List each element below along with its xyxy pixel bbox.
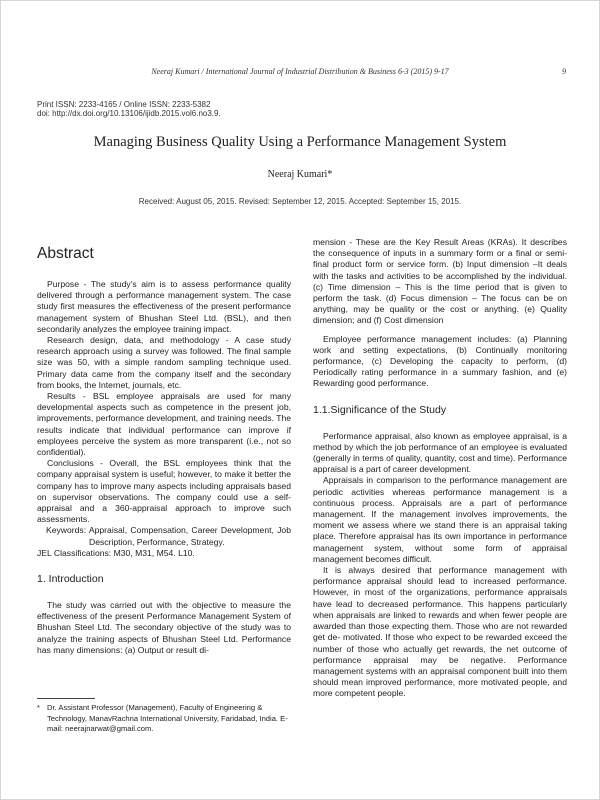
abstract-heading: Abstract (37, 245, 94, 262)
author-footnote (37, 703, 299, 735)
desired-performance-paragraph: It is always desired that performance management with performance appraisal should lead to increased performance. However, in most of the organizations, performance appraisals have lead to decreased performance. This happens particularly when appraisals are linked to rewards and when fewer people are awarded than those expecting them. Those who are not rewarded get de- motivated. If those who expect to be rewarded exceed the number of those who actually get rewards, the net outcome of performance appraisal may be negative. Performance management systems with an appraisal component built into them should mean improved performance, more motivated people, and more competent people. (313, 565, 567, 699)
introduction-heading: 1. Introduction (37, 573, 104, 586)
doi-line[interactable]: doi: http://dx.doi.org/10.13106/ijidb.2015.vol6.no3.9. (37, 109, 221, 118)
results-label: Results (47, 391, 76, 402)
comparison-paragraph: Appraisals in comparison to the performance management are periodic activities whereas performance management is a continuous process. Appraisals are a part of performance management. If the management involves improvements, the moment we assess where we stand there is an appraisal taking place. Therefore appraisal has its own importance in performance management system, without some form of appraisal management becomes difficult. (313, 475, 567, 564)
footnote-text: Dr. Assistant Professor (Management), Faculty of Engineering & Technology, ManavRachna International University, Faridabad, India. E-mail: neerajnarwat@gmail.com. (47, 703, 288, 733)
jel-label: JEL Classifications: (37, 547, 112, 558)
footnote-divider (37, 698, 95, 699)
issn-block (37, 100, 221, 118)
right-column (313, 237, 567, 700)
abstract-conclusions (37, 458, 291, 525)
submission-dates: Received: August 05, 2015. Revised: September 12, 2015. Accepted: September 15, 2015. (138, 197, 462, 206)
employee-performance-paragraph: Employee performance management includes: (a) Planning work and setting expectations, (b) Continually monitoring performance, (c) Developing the capacity to perform, (d) Periodically rating performance in a summary fashion, and (e) Rewarding good performance. (313, 333, 567, 389)
appraisal-paragraph: Performance appraisal, also known as employee appraisal, is a method by which the job performance of an employee is evaluated (generally in terms of quality, quantity, cost and time). Performance appraisal is a part of career development. (313, 430, 567, 475)
keywords (37, 525, 291, 547)
dimensions-paragraph: mension - These are the Key Result Areas (KRAs). It describes the consequence of inputs in a summary form or a final or semi-final product form or service form. (b) Input dimension –It deals with the tasks and activities to be accomplished by the individual. (c) Time dimension – This is the time period that is given to perform the task. (d) Focus dimension – The focus can be on anything, may be quality or the cost or anything. (e) Quality dimension; and (f) Cost dimension (313, 237, 567, 326)
purpose-text: - The study’s aim is to assess performance quality delivered through a performance management system. The case study first measures the effectiveness of the present performance management system of Bhushan Steel Ltd. (BSL), and then secondarily analyzes the employee training impact. (37, 279, 291, 334)
left-column (37, 237, 291, 656)
results-text: - BSL employee appraisals are used for many developmental aspects such as competence in the present job, improvements, performance development, and training needs. The results indicate that individual performance can improve if employees perceive the system as more transparent (i.e., not so confidential). (37, 391, 291, 458)
author-name: Neeraj Kumari* (267, 169, 333, 180)
footnote-mark: * (37, 703, 40, 712)
running-header: Neeraj Kumari / International Journal of Industrial Distribution & Business 6-3 (2015) 9-17 (151, 67, 449, 76)
abstract-results (37, 391, 291, 458)
keywords-label: Keywords: (46, 525, 87, 536)
page-number: 9 (562, 67, 566, 76)
paper-title: Managing Business Quality Using a Performance Management System (93, 134, 507, 150)
abstract-design (37, 335, 291, 391)
conclusions-text: - Overall, the BSL employees think that the company appraisal system is useful; however, to make it better the company has to improve many aspects including appraisals based on supervisor observations. The company could use a self-appraisal and a 360-appraisal approach to improve such assessments. (37, 458, 291, 525)
significance-heading: 1.1.Significance of the Study (313, 403, 447, 416)
conclusions-label: Conclusions (47, 458, 94, 469)
design-text: - A case study research approach using a survey was followed. The final sample size was 50, with a simple random sampling technique used. Primary data came from the company itself and the secondary from books, the Internet, journals, etc. (37, 335, 291, 390)
issn-line: Print ISSN: 2233-4165 / Online ISSN: 2233-5382 (37, 100, 211, 109)
jel-text: M30, M31, M54. L10. (111, 547, 195, 558)
design-label: Research design, data, and methodology (47, 335, 220, 346)
jel-classifications (37, 548, 291, 559)
abstract-purpose (37, 279, 291, 335)
keywords-text: Appraisal, Compensation, Career Development, Job Description, Performance, Strategy. (86, 525, 291, 547)
purpose-label: Purpose (47, 279, 80, 289)
introduction-paragraph: The study was carried out with the objective to measure the effectiveness of the present Performance Management System of Bhushan Steel Ltd. The secondary objective of the study was to analyze the training aspects of Bhushan Steel Ltd. Performance has many dimensions: (a) Output or result di- (37, 600, 291, 655)
